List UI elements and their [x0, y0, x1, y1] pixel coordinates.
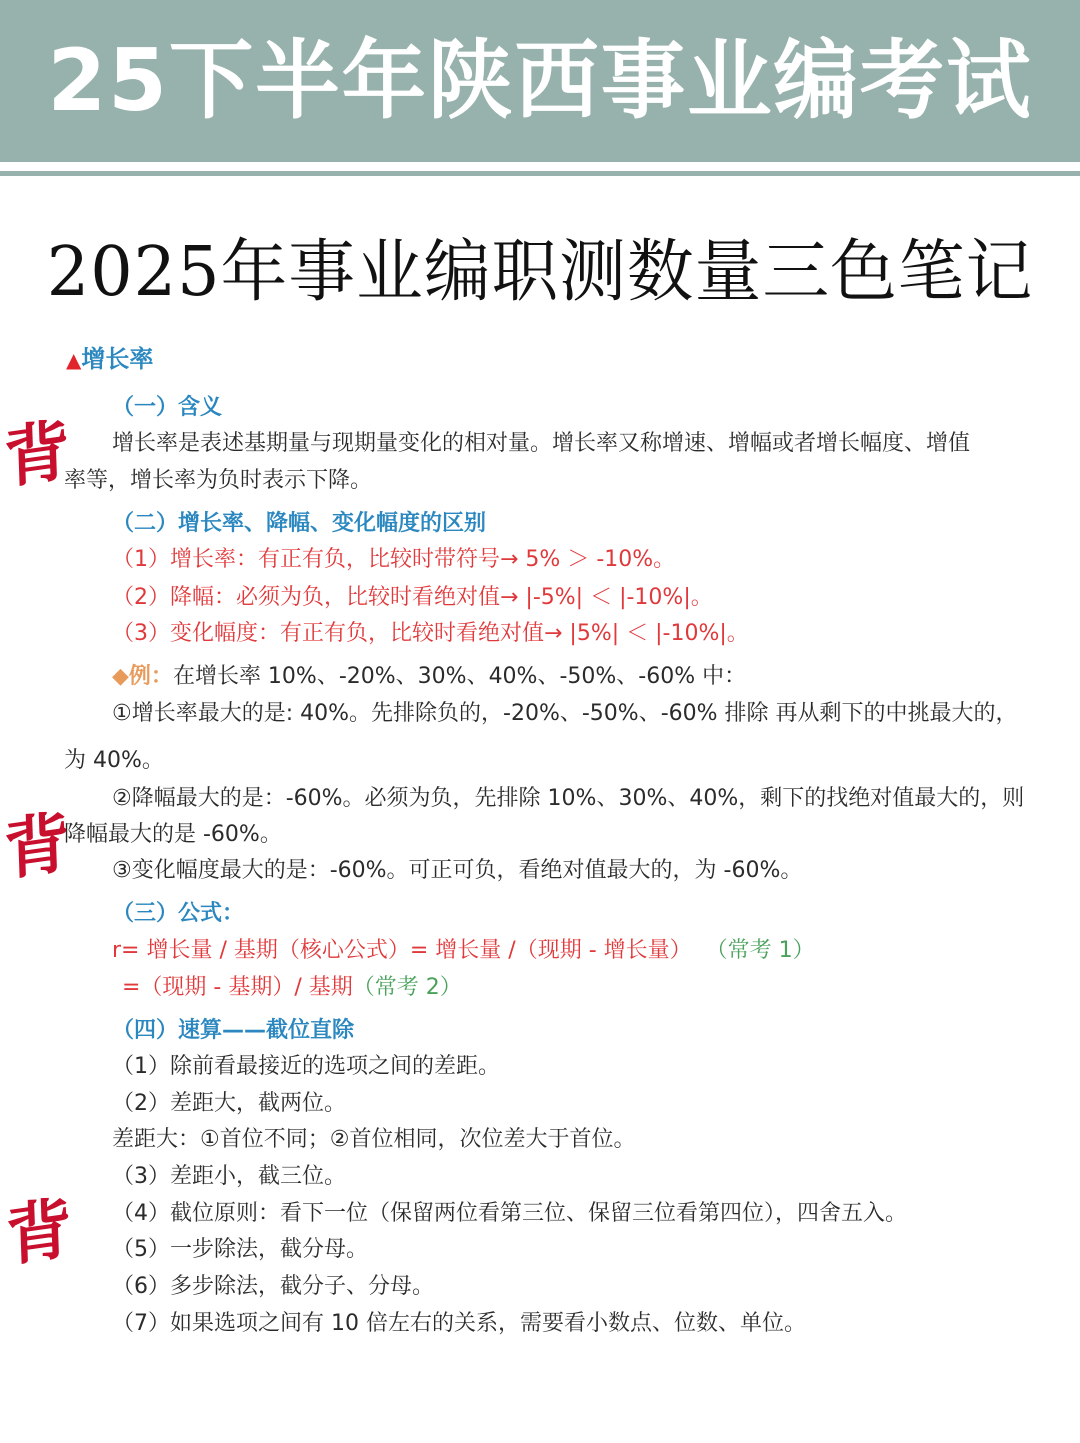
part1-line2: 率等，增长率为负时表示下降。 [64, 468, 373, 493]
part1-heading: （一）含义 [112, 395, 223, 420]
section-title: 增长率 [81, 345, 154, 373]
part4-item-2: （2）差距大，截两位。 [112, 1091, 346, 1116]
part4-item-3: 差距大：①首位不同；②首位相同，次位差大于首位。 [112, 1127, 636, 1152]
triangle-icon: ▲ [66, 348, 82, 372]
part2-heading: （二）增长率、降幅、变化幅度的区别 [112, 511, 487, 536]
page-title: 2025年事业编职测数量三色笔记 [46, 233, 1034, 312]
bei-stamp-1: 背 [2, 410, 72, 498]
part4-item-7: （6）多步除法，截分子、分母。 [112, 1274, 434, 1299]
part3-heading: （三）公式： [112, 901, 245, 926]
part4-heading: （四）速算——截位直除 [112, 1018, 355, 1043]
part2-item-3: （3）变化幅度：有正有负，比较时看绝对值→ |5%| ＜ |-10%|。 [112, 621, 749, 646]
diamond-icon: ◆ [112, 664, 129, 689]
formula-2-note: （常考 2） [352, 975, 462, 1000]
bei-stamp-2: 背 [2, 802, 72, 890]
banner-divider [0, 171, 1080, 176]
formula-1-note: （常考 1） [705, 938, 815, 963]
formula-2 [122, 973, 462, 1003]
part4-item-8: （7）如果选项之间有 10 倍左右的关系，需要看小数点、位数、单位。 [112, 1311, 806, 1336]
bei-stamp-3: 背 [4, 1188, 74, 1276]
part4-item-4: （3）差距小，截三位。 [112, 1164, 346, 1189]
part2-item-1: （1）增长率：有正有负，比较时带符号→ 5% ＞ -10%。 [112, 547, 676, 572]
example-line [112, 662, 746, 692]
answer-3: ③变化幅度最大的是：-60%。可正可负，看绝对值最大的，为 -60%。 [112, 858, 803, 883]
example-label: 例： [128, 664, 173, 689]
section-header [66, 344, 153, 376]
formula-1 [112, 936, 815, 966]
part4-item-6: （5）一步除法，截分母。 [112, 1237, 368, 1262]
answer-2: ②降幅最大的是：-60%。必须为负，先排除 10%、30%、40%，剩下的找绝对值最大的，则 [112, 786, 1025, 811]
example-text: 在增长率 10%、-20%、30%、40%、-50%、-60% 中： [172, 664, 747, 689]
banner-title: 25下半年陕西事业编考试 [47, 31, 1033, 131]
answer-1: ①增长率最大的是: 40%。先排除负的，-20%、-50%、-60% 排除 再从剩下的中挑最大的， [112, 701, 1018, 726]
answer-2-cont: 降幅最大的是 -60%。 [64, 822, 282, 847]
part4-item-1: （1）除前看最接近的选项之间的差距。 [112, 1054, 500, 1079]
part1-line1: 增长率是表述基期量与现期量变化的相对量。增长率又称增速、增幅或者增长幅度、增值 [112, 431, 971, 456]
part4-item-5: （4）截位原则：看下一位（保留两位看第三位、保留三位看第四位），四舍五入。 [112, 1201, 907, 1226]
formula-1-text: r= 增长量 / 基期（核心公式）= 增长量 /（现期 - 增长量） [112, 938, 692, 963]
formula-2-text: =（现期 - 基期）/ 基期 [122, 975, 353, 1000]
answer-1-cont: 为 40%。 [64, 748, 164, 773]
part2-item-2: （2）降幅：必须为负，比较时看绝对值→ |-5%| ＜ |-10%|。 [112, 585, 713, 610]
